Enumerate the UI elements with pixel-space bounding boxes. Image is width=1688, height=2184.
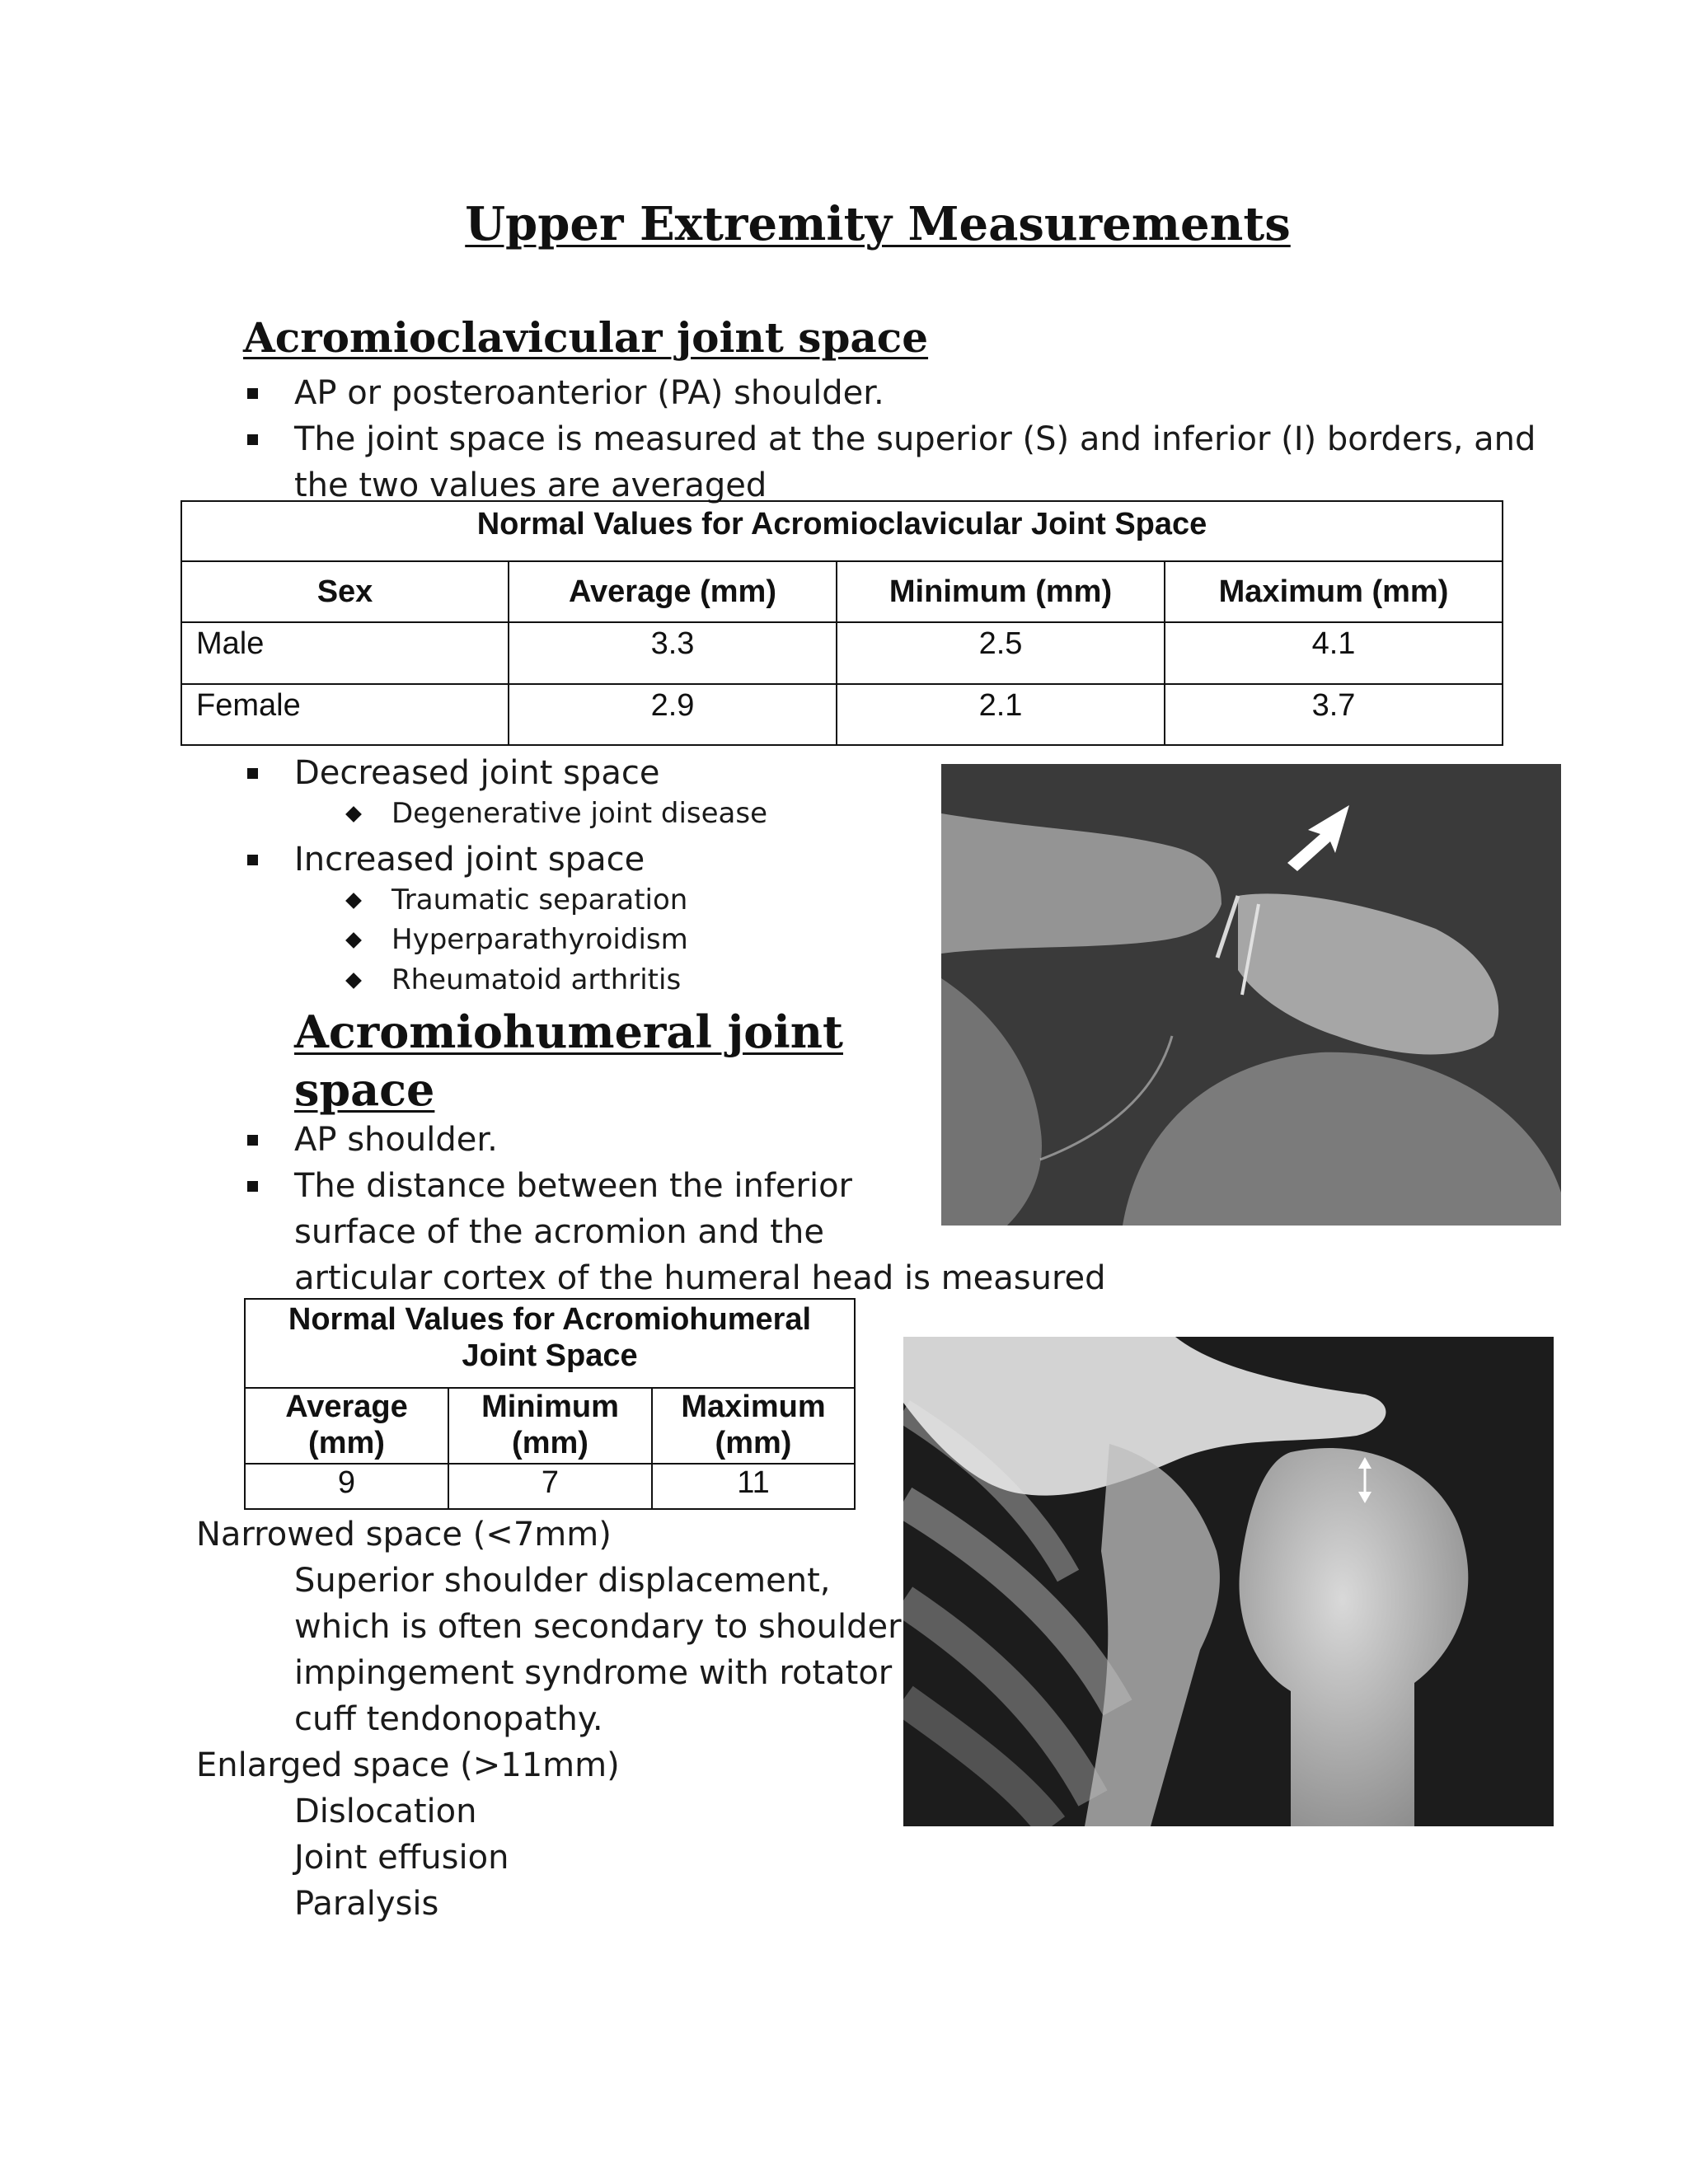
bullet-marker <box>247 768 258 779</box>
ah-cell-average: 9 <box>245 1464 448 1509</box>
ah-heading-line1: Acromiohumeral joint <box>294 1005 843 1058</box>
ah-col-minimum-unit: (mm) <box>512 1426 588 1460</box>
bullet-marker <box>247 388 258 399</box>
ah-col-maximum-unit: (mm) <box>715 1426 792 1460</box>
enlarged-label: Enlarged space (>11mm) <box>196 1746 620 1784</box>
enlarged-item: Dislocation <box>294 1793 477 1830</box>
ac-cell-average: 2.9 <box>509 684 837 745</box>
bullet-marker <box>247 1135 258 1146</box>
ac-col-sex: Sex <box>181 561 509 622</box>
narrowed-line: which is often secondary to shoulder <box>294 1608 902 1646</box>
ac-bullet-2-cont: the two values are averaged <box>294 466 767 504</box>
increased-label: Increased joint space <box>294 841 645 879</box>
ac-cell-minimum: 2.1 <box>837 684 1165 745</box>
ac-cell-sex: Male <box>181 622 509 684</box>
diamond-marker <box>345 893 362 909</box>
ac-joint-xray-image <box>941 764 1561 1226</box>
ac-col-maximum: Maximum (mm) <box>1165 561 1503 622</box>
diamond-marker <box>345 806 362 823</box>
ah-cell-minimum: 7 <box>448 1464 652 1509</box>
ah-col-minimum: Minimum <box>481 1390 619 1424</box>
bullet-marker <box>247 1181 258 1192</box>
bullet-marker <box>247 855 258 865</box>
ac-col-average: Average (mm) <box>509 561 837 622</box>
decreased-item: Degenerative joint disease <box>392 797 768 830</box>
ac-cell-sex: Female <box>181 684 509 745</box>
bullet-marker <box>247 434 258 445</box>
ah-values-table <box>244 1298 856 1510</box>
ah-table-caption-line2: Joint Space <box>462 1338 638 1373</box>
ah-bullet-1: AP shoulder. <box>294 1121 498 1159</box>
ah-bullet-2: The distance between the inferior <box>294 1167 852 1205</box>
enlarged-item: Paralysis <box>294 1885 439 1923</box>
ac-cell-minimum: 2.5 <box>837 622 1165 684</box>
increased-item: Rheumatoid arthritis <box>392 963 682 996</box>
ac-cell-average: 3.3 <box>509 622 837 684</box>
ah-table-caption-line1: Normal Values for Acromiohumeral <box>288 1302 812 1337</box>
ac-bullet-1: AP or posteroanterior (PA) shoulder. <box>294 374 884 412</box>
ah-bullet-2-cont: articular cortex of the humeral head is measured <box>294 1259 1106 1297</box>
diamond-marker <box>345 932 362 949</box>
table-row <box>181 684 1503 745</box>
acromiohumeral-xray-image <box>903 1337 1554 1826</box>
ac-heading: Acromioclavicular joint space <box>243 313 929 362</box>
narrowed-label: Narrowed space (<7mm) <box>196 1516 612 1554</box>
narrowed-line: cuff tendonopathy. <box>294 1700 603 1738</box>
diamond-marker <box>345 972 362 989</box>
table-row <box>181 622 1503 684</box>
table-row <box>245 1464 855 1509</box>
ah-heading-line2: space <box>294 1063 435 1116</box>
ah-col-maximum: Maximum <box>681 1390 826 1424</box>
ah-bullet-2-cont: surface of the acromion and the <box>294 1213 824 1251</box>
decreased-label: Decreased joint space <box>294 754 660 792</box>
ac-cell-maximum: 4.1 <box>1165 622 1503 684</box>
ah-col-average-unit: (mm) <box>308 1426 385 1460</box>
ac-values-table <box>181 500 1503 746</box>
narrowed-line: impingement syndrome with rotator <box>294 1654 893 1692</box>
ac-col-minimum: Minimum (mm) <box>837 561 1165 622</box>
ac-bullet-2: The joint space is measured at the superior (S) and inferior (I) borders, and <box>294 420 1536 458</box>
ah-cell-maximum: 11 <box>652 1464 855 1509</box>
ah-col-average: Average <box>285 1390 408 1424</box>
page-title: Upper Extremity Measurements <box>465 197 1291 251</box>
increased-item: Hyperparathyroidism <box>392 923 688 956</box>
increased-item: Traumatic separation <box>392 883 688 916</box>
narrowed-line: Superior shoulder displacement, <box>294 1562 831 1600</box>
ac-cell-maximum: 3.7 <box>1165 684 1503 745</box>
ac-table-caption: Normal Values for Acromioclavicular Joint Space <box>181 501 1503 561</box>
enlarged-item: Joint effusion <box>294 1839 509 1877</box>
